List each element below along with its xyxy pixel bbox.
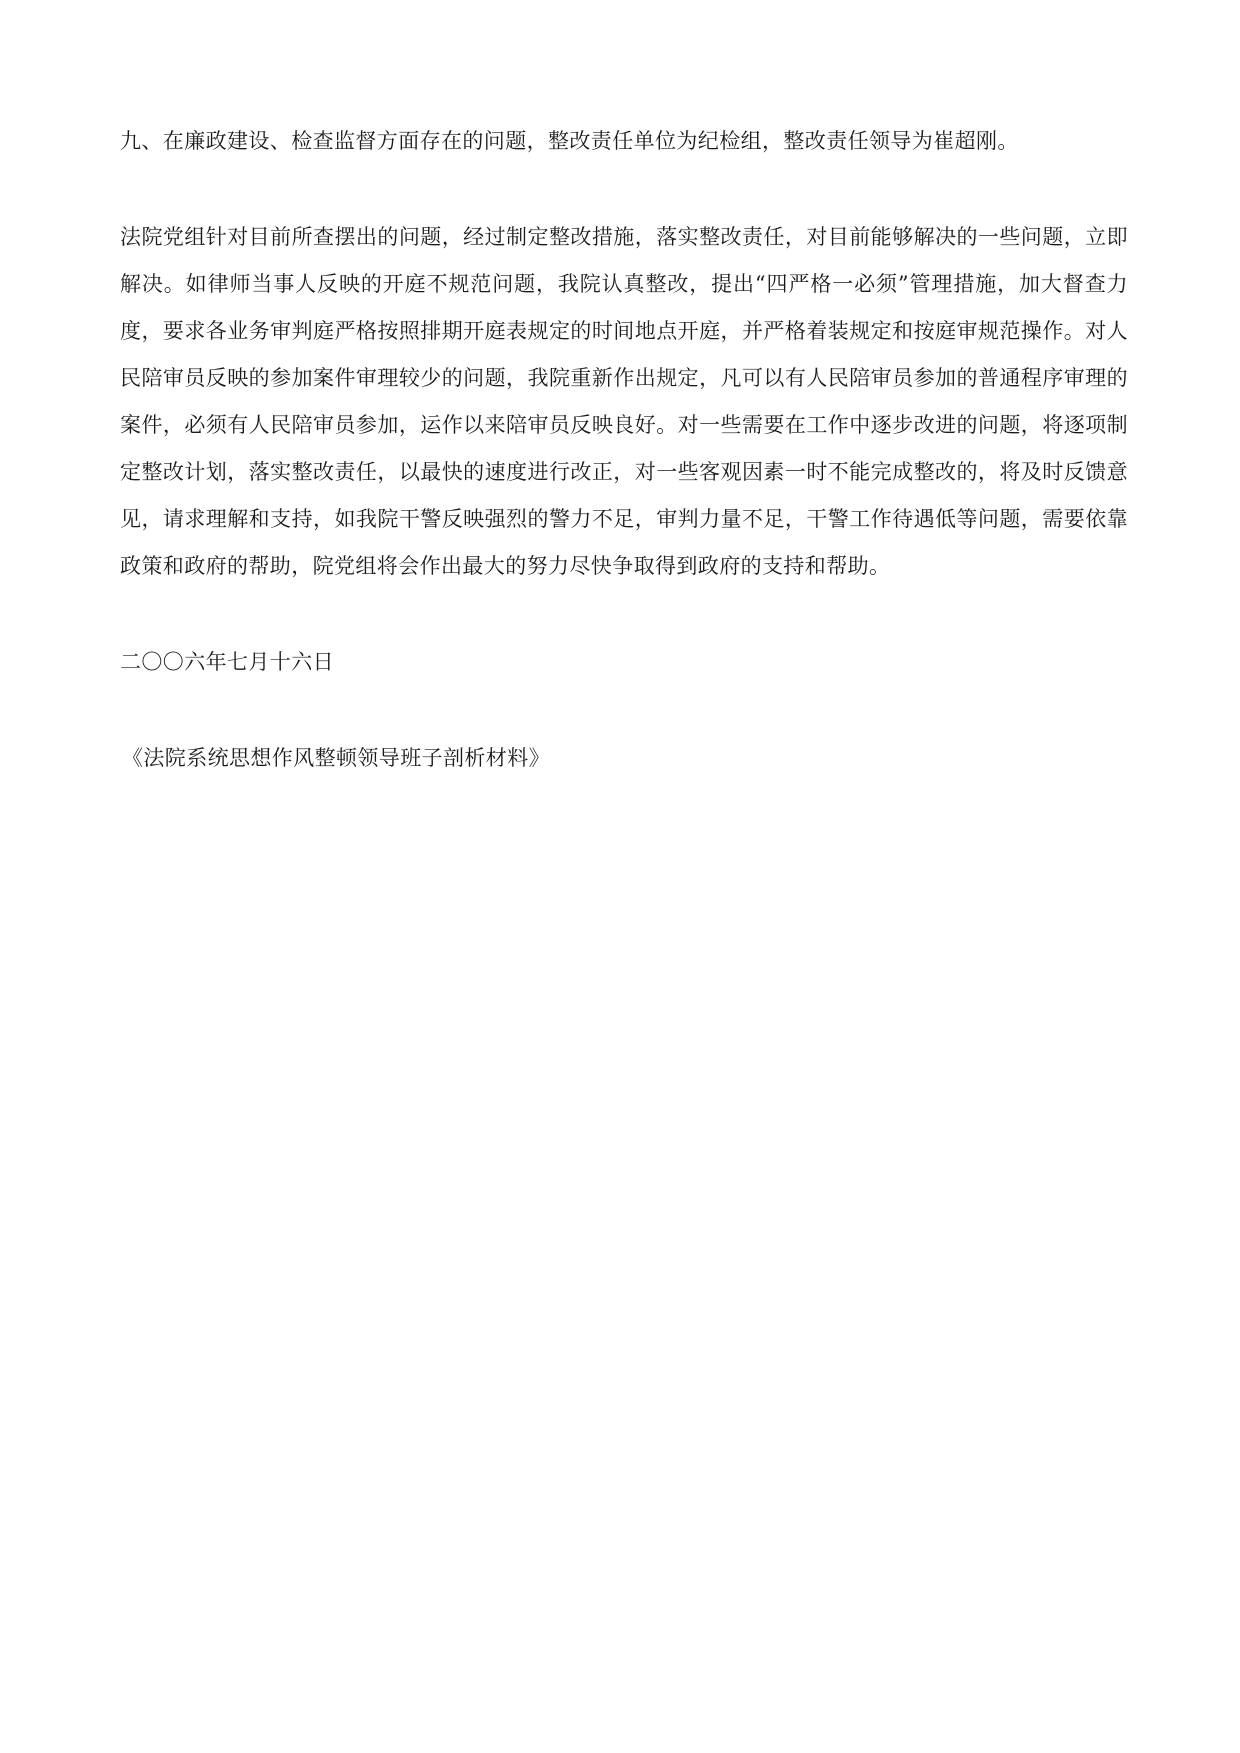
paragraph-rectification-summary: 法院党组针对目前所查摆出的问题，经过制定整改措施，落实整改责任，对目前能够解决的一些问题，立即解决。如律师当事人反映的开庭不规范问题，我院认真整改，提出“四严格一必须”管理措施，加大督查力度，要求各业务审判庭严格按照排期开庭表规定的时间地点开庭，并严格着装规定和按庭审规范操作。对人民陪审员反映的参加案件审理较少的问题，我院重新作出规定，凡可以有人民陪审员参加的普通程序审理的案件，必须有人民陪审员参加，运作以来陪审员反映良好。对一些需要在工作中逐步改进的问题，将逐项制定整改计划，落实整改责任，以最快的速度进行改正，对一些客观因素一时不能完成整改的，将及时反馈意见，请求理解和支持，如我院干警反映强烈的警力不足，审判力量不足，干警工作待遇低等问题，需要依靠政策和政府的帮助，院党组将会作出最大的努力尽快争取得到政府的支持和帮助。 xyxy=(120,225,1128,578)
paragraph-item-nine: 九、在廉政建设、检查监督方面存在的问题，整改责任单位为纪检组，整改责任领导为崔超刚。 xyxy=(120,129,1019,153)
source-title: 《法院系统思想作风整顿领导班子剖析材料》 xyxy=(122,746,550,770)
document-date: 二〇〇六年七月十六日 xyxy=(120,650,334,674)
document-body xyxy=(120,118,1128,782)
